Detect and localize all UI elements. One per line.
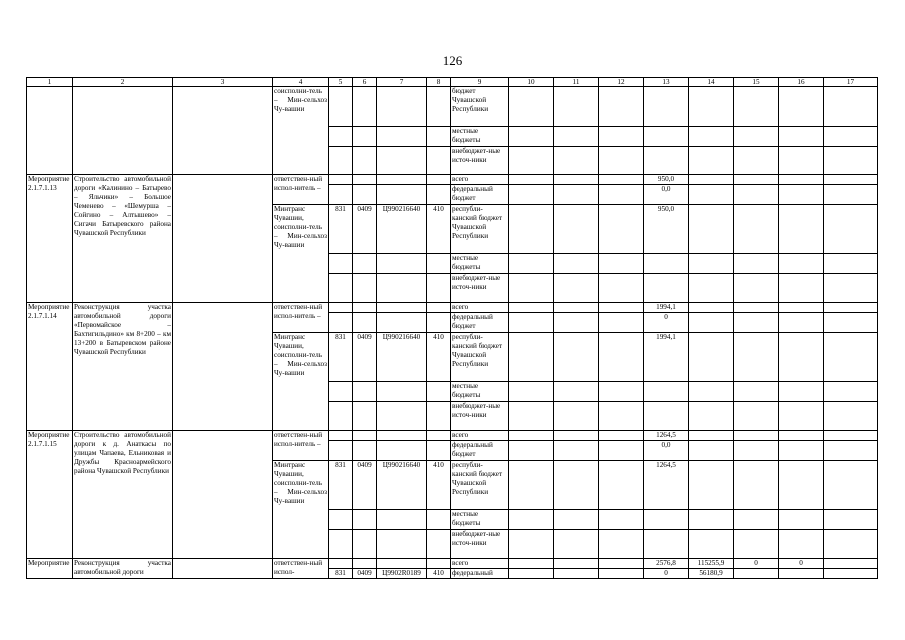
value-cell: 56180,9 xyxy=(689,569,734,579)
column-number: 9 xyxy=(451,78,509,87)
value-cell: 1994,1 xyxy=(644,333,689,382)
executor-cell: соисполни-тель – Мин-сельхоз Чу-вашии xyxy=(273,87,329,175)
table-row xyxy=(27,303,878,313)
column-number-row xyxy=(27,78,878,87)
expense-type-cell: 410 xyxy=(427,205,451,254)
column-number: 8 xyxy=(427,78,451,87)
funding-source: всего xyxy=(451,559,509,569)
table-row xyxy=(27,87,878,127)
event-cell: Мероприятие 2.1.7.1.13 xyxy=(27,175,73,303)
expense-type-cell: 410 xyxy=(427,461,451,510)
funding-source: внебюджет-ные источ-ники xyxy=(451,274,509,303)
target-article-cell: Ц990216640 xyxy=(377,333,427,382)
column-number: 14 xyxy=(689,78,734,87)
expense-type-cell: 410 xyxy=(427,569,451,579)
page-number: 126 xyxy=(442,53,463,68)
target-article-cell: Ц990216640 xyxy=(377,205,427,254)
funding-source: всего xyxy=(451,175,509,185)
value-cell: 0 xyxy=(644,569,689,579)
funding-source: местные бюджеты xyxy=(451,254,509,274)
funding-source: федеральный бюджет xyxy=(451,313,509,333)
value-cell: 950,0 xyxy=(644,175,689,185)
funding-source: республи-канский бюджет Чувашской Республики xyxy=(451,461,509,510)
event-name: Реконструкция участка автомобильной дороги «Первомайское – Бахтигильдино» км 8+200 – км 13+200 в Батыревском районе Чувашской Республики xyxy=(73,303,173,431)
column-number: 3 xyxy=(173,78,273,87)
funding-source: бюджет Чувашской Республики xyxy=(451,87,509,127)
funding-source: всего xyxy=(451,431,509,441)
column-number: 17 xyxy=(824,78,878,87)
value-cell: 1264,5 xyxy=(644,431,689,441)
executor-cell: ответствен-ный испол-нитель – xyxy=(273,431,329,461)
column-number: 12 xyxy=(599,78,644,87)
grbs-cell: 831 xyxy=(329,461,353,510)
column-number: 6 xyxy=(353,78,377,87)
event-name: Строительство автомобильной дороги «Калинино – Батырево – Яльчики» – Большое Чеменево – «Шемурша – Сойгино – Алтышево» – Сигачи Батыревского района Чувашской Республики xyxy=(73,175,173,303)
column-number: 2 xyxy=(73,78,173,87)
value-cell: 0 xyxy=(779,559,824,569)
table-row xyxy=(27,175,878,185)
column-number: 4 xyxy=(273,78,329,87)
column-number: 13 xyxy=(644,78,689,87)
column-number: 7 xyxy=(377,78,427,87)
funding-source: республи-канский бюджет Чувашской Республики xyxy=(451,205,509,254)
value-cell: 0,0 xyxy=(644,185,689,205)
funding-table xyxy=(26,77,878,579)
value-cell: 0,0 xyxy=(644,441,689,461)
funding-source: федеральный xyxy=(451,569,509,579)
funding-source: местные бюджеты xyxy=(451,127,509,147)
column-number: 5 xyxy=(329,78,353,87)
value-cell: 0 xyxy=(644,313,689,333)
column-number: 10 xyxy=(509,78,554,87)
grbs-cell: 831 xyxy=(329,333,353,382)
section-cell: 0409 xyxy=(353,205,377,254)
value-cell: 0 xyxy=(734,559,779,569)
table-row xyxy=(27,431,878,441)
event-cell: Мероприятие xyxy=(27,559,73,579)
executor-cell: ответствен-ный испол- xyxy=(273,559,329,579)
grbs-cell: 831 xyxy=(329,569,353,579)
executor-cell: Минтранс Чувашии, соисполни-тель – Мин-сельхоз Чу-вашии xyxy=(273,333,329,431)
column-number: 16 xyxy=(779,78,824,87)
funding-source: местные бюджеты xyxy=(451,510,509,530)
event-cell: Мероприятие 2.1.7.1.15 xyxy=(27,431,73,559)
event-cell: Мероприятие 2.1.7.1.14 xyxy=(27,303,73,431)
funding-source: внебюджет-ные источ-ники xyxy=(451,147,509,175)
funding-source: федеральный бюджет xyxy=(451,185,509,205)
executor-cell: Минтранс Чувашии, соисполни-тель – Мин-сельхоз Чу-вашии xyxy=(273,205,329,303)
value-cell: 950,0 xyxy=(644,205,689,254)
executor-cell: ответствен-ный испол-нитель – xyxy=(273,175,329,205)
funding-source: местные бюджеты xyxy=(451,382,509,402)
value-cell: 115255,9 xyxy=(689,559,734,569)
funding-source: всего xyxy=(451,303,509,313)
table-row xyxy=(27,559,878,569)
grbs-cell: 831 xyxy=(329,205,353,254)
section-cell: 0409 xyxy=(353,333,377,382)
funding-source: республи-канский бюджет Чувашской Республики xyxy=(451,333,509,382)
column-number: 1 xyxy=(27,78,73,87)
value-cell: 1264,5 xyxy=(644,461,689,510)
executor-cell: ответствен-ный испол-нитель – xyxy=(273,303,329,333)
value-cell: 2576,8 xyxy=(644,559,689,569)
section-cell: 0409 xyxy=(353,569,377,579)
section-cell: 0409 xyxy=(353,461,377,510)
target-article-cell: Ц990216640 xyxy=(377,461,427,510)
column-number: 11 xyxy=(554,78,599,87)
target-article-cell: Ц9902R0189 xyxy=(377,569,427,579)
column-number: 15 xyxy=(734,78,779,87)
funding-source: внебюджет-ные источ-ники xyxy=(451,402,509,431)
funding-source: федеральный бюджет xyxy=(451,441,509,461)
executor-cell: Минтранс Чувашии, соисполни-тель – Мин-сельхоз Чу-вашии xyxy=(273,461,329,559)
value-cell: 1994,1 xyxy=(644,303,689,313)
event-name: Реконструкция участка автомобильной дороги xyxy=(73,559,173,579)
funding-source: внебюджет-ные источ-ники xyxy=(451,530,509,559)
event-name: Строительство автомобильной дороги к д. Анаткасы по улицам Чапаева, Ельниковая и Дружбы Красноармейского района Чувашской Республики xyxy=(73,431,173,559)
expense-type-cell: 410 xyxy=(427,333,451,382)
